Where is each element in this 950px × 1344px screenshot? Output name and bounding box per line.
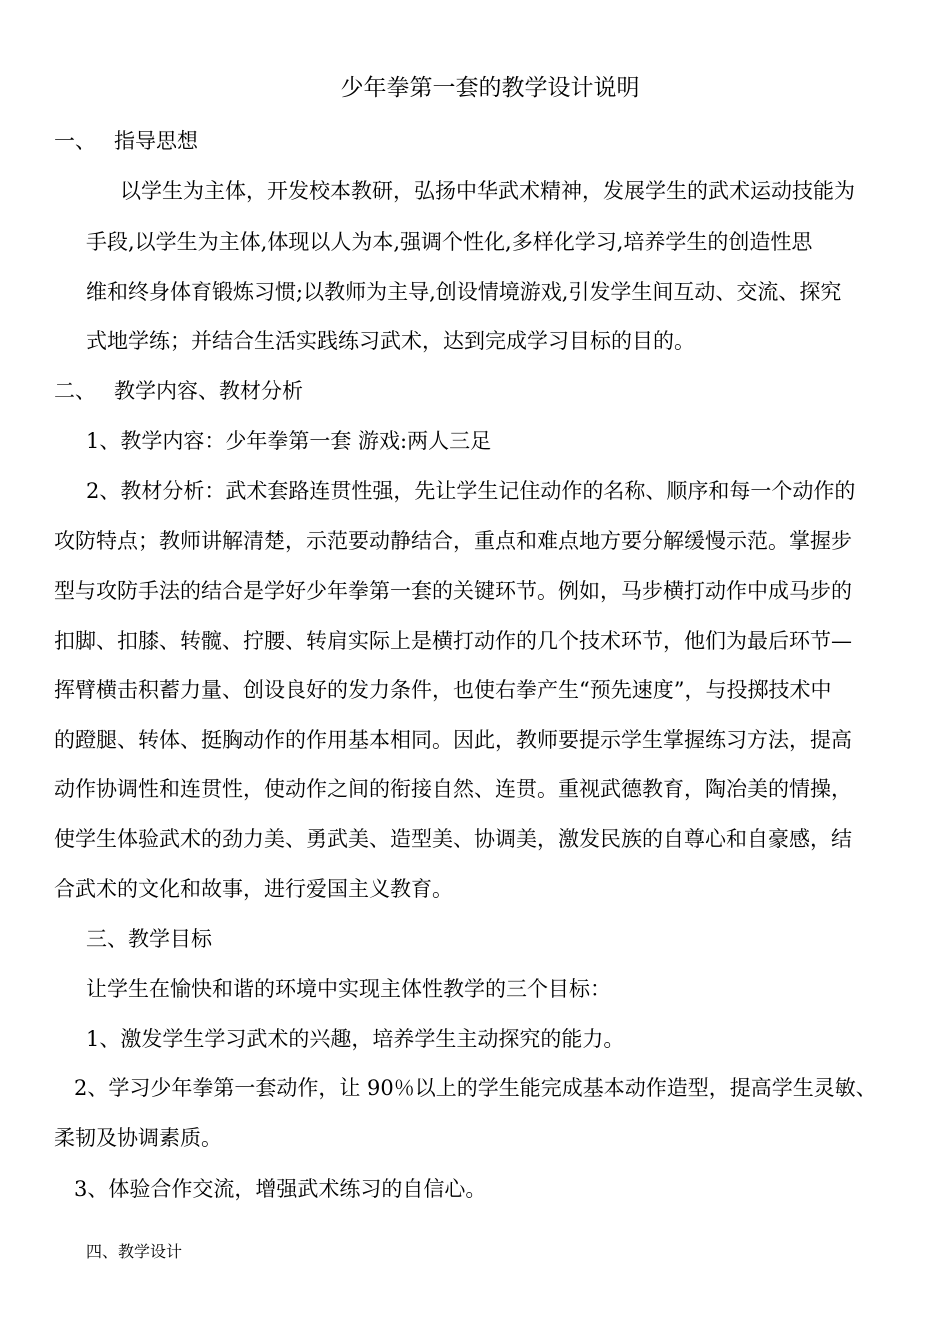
paragraph-line: 动作协调性和连贯性，使动作之间的衔接自然、连贯。重视武德教育，陶冶美的情操， [54,777,852,801]
goal-item: 2、学习少年拳第一套动作，让 90％以上的学生能完成基本动作造型，提高学生灵敏、 [74,1076,877,1100]
paragraph-line: 的蹬腿、转体、挺胸动作的作用基本相同。因此，教师要提示学生掌握练习方法，提高 [54,728,852,752]
paragraph-line: 挥臂横击积蓄力量、创设良好的发力条件，也使右拳产生“预先速度”，与投掷技术中 [54,678,832,702]
paragraph-line: 维和终身体育锻炼习惯;以教师为主导,创设情境游戏,引发学生间互动、交流、探究 [86,280,842,304]
paragraph-line: 手段,以学生为主体,体现以人为本,强调个性化,多样化学习,培养学生的创造性思 [86,230,813,254]
paragraph-line: 扣脚、扣膝、转髋、拧腰、转肩实际上是横打动作的几个技术环节，他们为最后环节— [54,629,852,653]
paragraph-line: 攻防特点；教师讲解清楚，示范要动静结合，重点和难点地方要分解缓慢示范。掌握步 [54,529,852,553]
section-4-heading: 四、教学设计 [86,1242,183,1261]
section-2-title: 教学内容、教材分析 [114,379,303,403]
teaching-content-item: 1、教学内容：少年拳第一套 游戏:两人三足 [86,429,492,453]
document-title: 少年拳第一套的教学设计说明 [340,75,640,101]
section-3-heading: 三、教学目标 [86,927,212,951]
paragraph-line: 使学生体验武术的劲力美、勇武美、造型美、协调美，激发民族的自尊心和自豪感，结 [54,827,852,851]
goals-intro: 让学生在愉快和谐的环境中实现主体性教学的三个目标： [86,977,611,1001]
goal-item: 3、体验合作交流，增强武术练习的自信心。 [74,1177,487,1201]
goal-item: 1、激发学生学习武术的兴趣，培养学生主动探究的能力。 [86,1027,625,1051]
section-1-title: 指导思想 [114,129,198,153]
paragraph-line: 2、教材分析：武术套路连贯性强，先让学生记住动作的名称、顺序和每一个动作的 [86,479,856,503]
section-2-heading [54,376,303,406]
section-1-number: 一、 [54,129,96,153]
section-1-heading [54,126,198,156]
paragraph-line: 型与攻防手法的结合是学好少年拳第一套的关键环节。例如，马步横打动作中成马步的 [54,579,852,603]
paragraph-line: 以学生为主体，开发校本教研，弘扬中华武术精神，发展学生的武术运动技能为 [120,179,855,203]
goal-item-continuation: 柔韧及协调素质。 [54,1126,222,1150]
section-2-number: 二、 [54,379,96,403]
paragraph-line: 式地学练；并结合生活实践练习武术，达到完成学习目标的目的。 [86,329,695,353]
paragraph-line: 合武术的文化和故事，进行爱国主义教育。 [54,877,453,901]
